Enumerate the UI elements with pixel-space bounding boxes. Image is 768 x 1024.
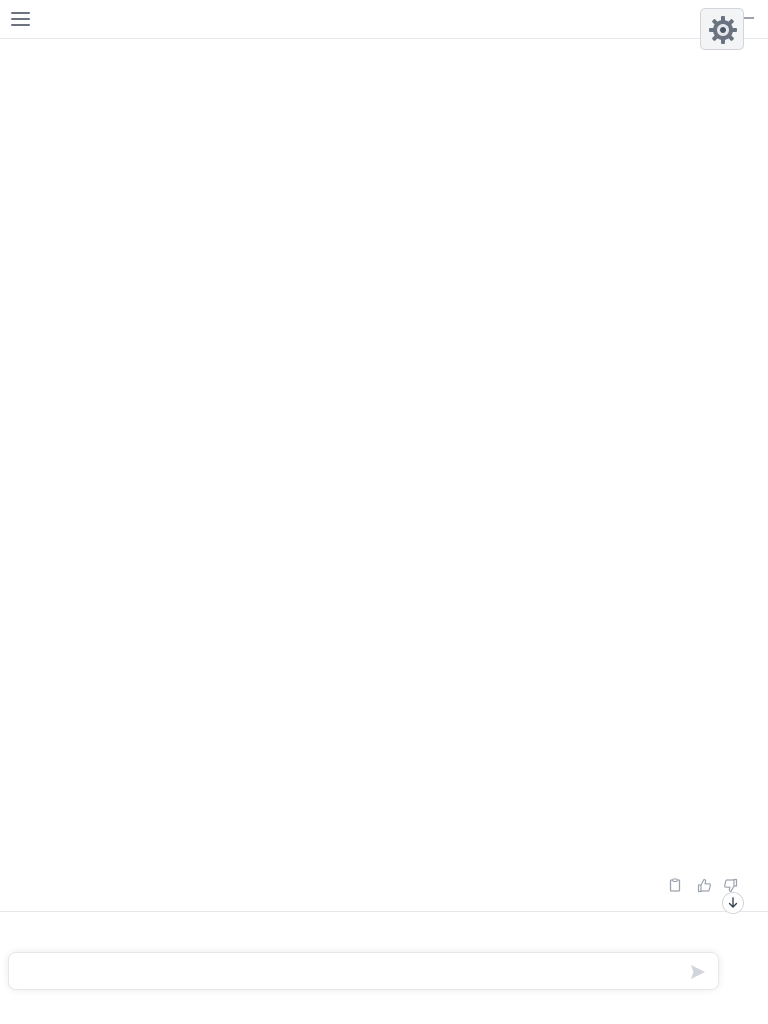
- menu-icon[interactable]: [11, 12, 30, 26]
- arrow-down-icon: [723, 893, 743, 913]
- gear-icon: [707, 14, 739, 46]
- settings-button[interactable]: [700, 8, 744, 50]
- clipboard-icon[interactable]: [668, 878, 684, 894]
- message-input[interactable]: [19, 961, 673, 983]
- thumbs-up-icon[interactable]: [697, 878, 713, 894]
- top-bar: [0, 0, 768, 39]
- scroll-to-bottom-button[interactable]: [722, 892, 744, 914]
- divider: [0, 911, 768, 912]
- message-composer: [8, 952, 719, 990]
- send-button[interactable]: [689, 963, 707, 981]
- new-chat-icon[interactable]: [744, 17, 754, 19]
- send-icon: [689, 963, 707, 981]
